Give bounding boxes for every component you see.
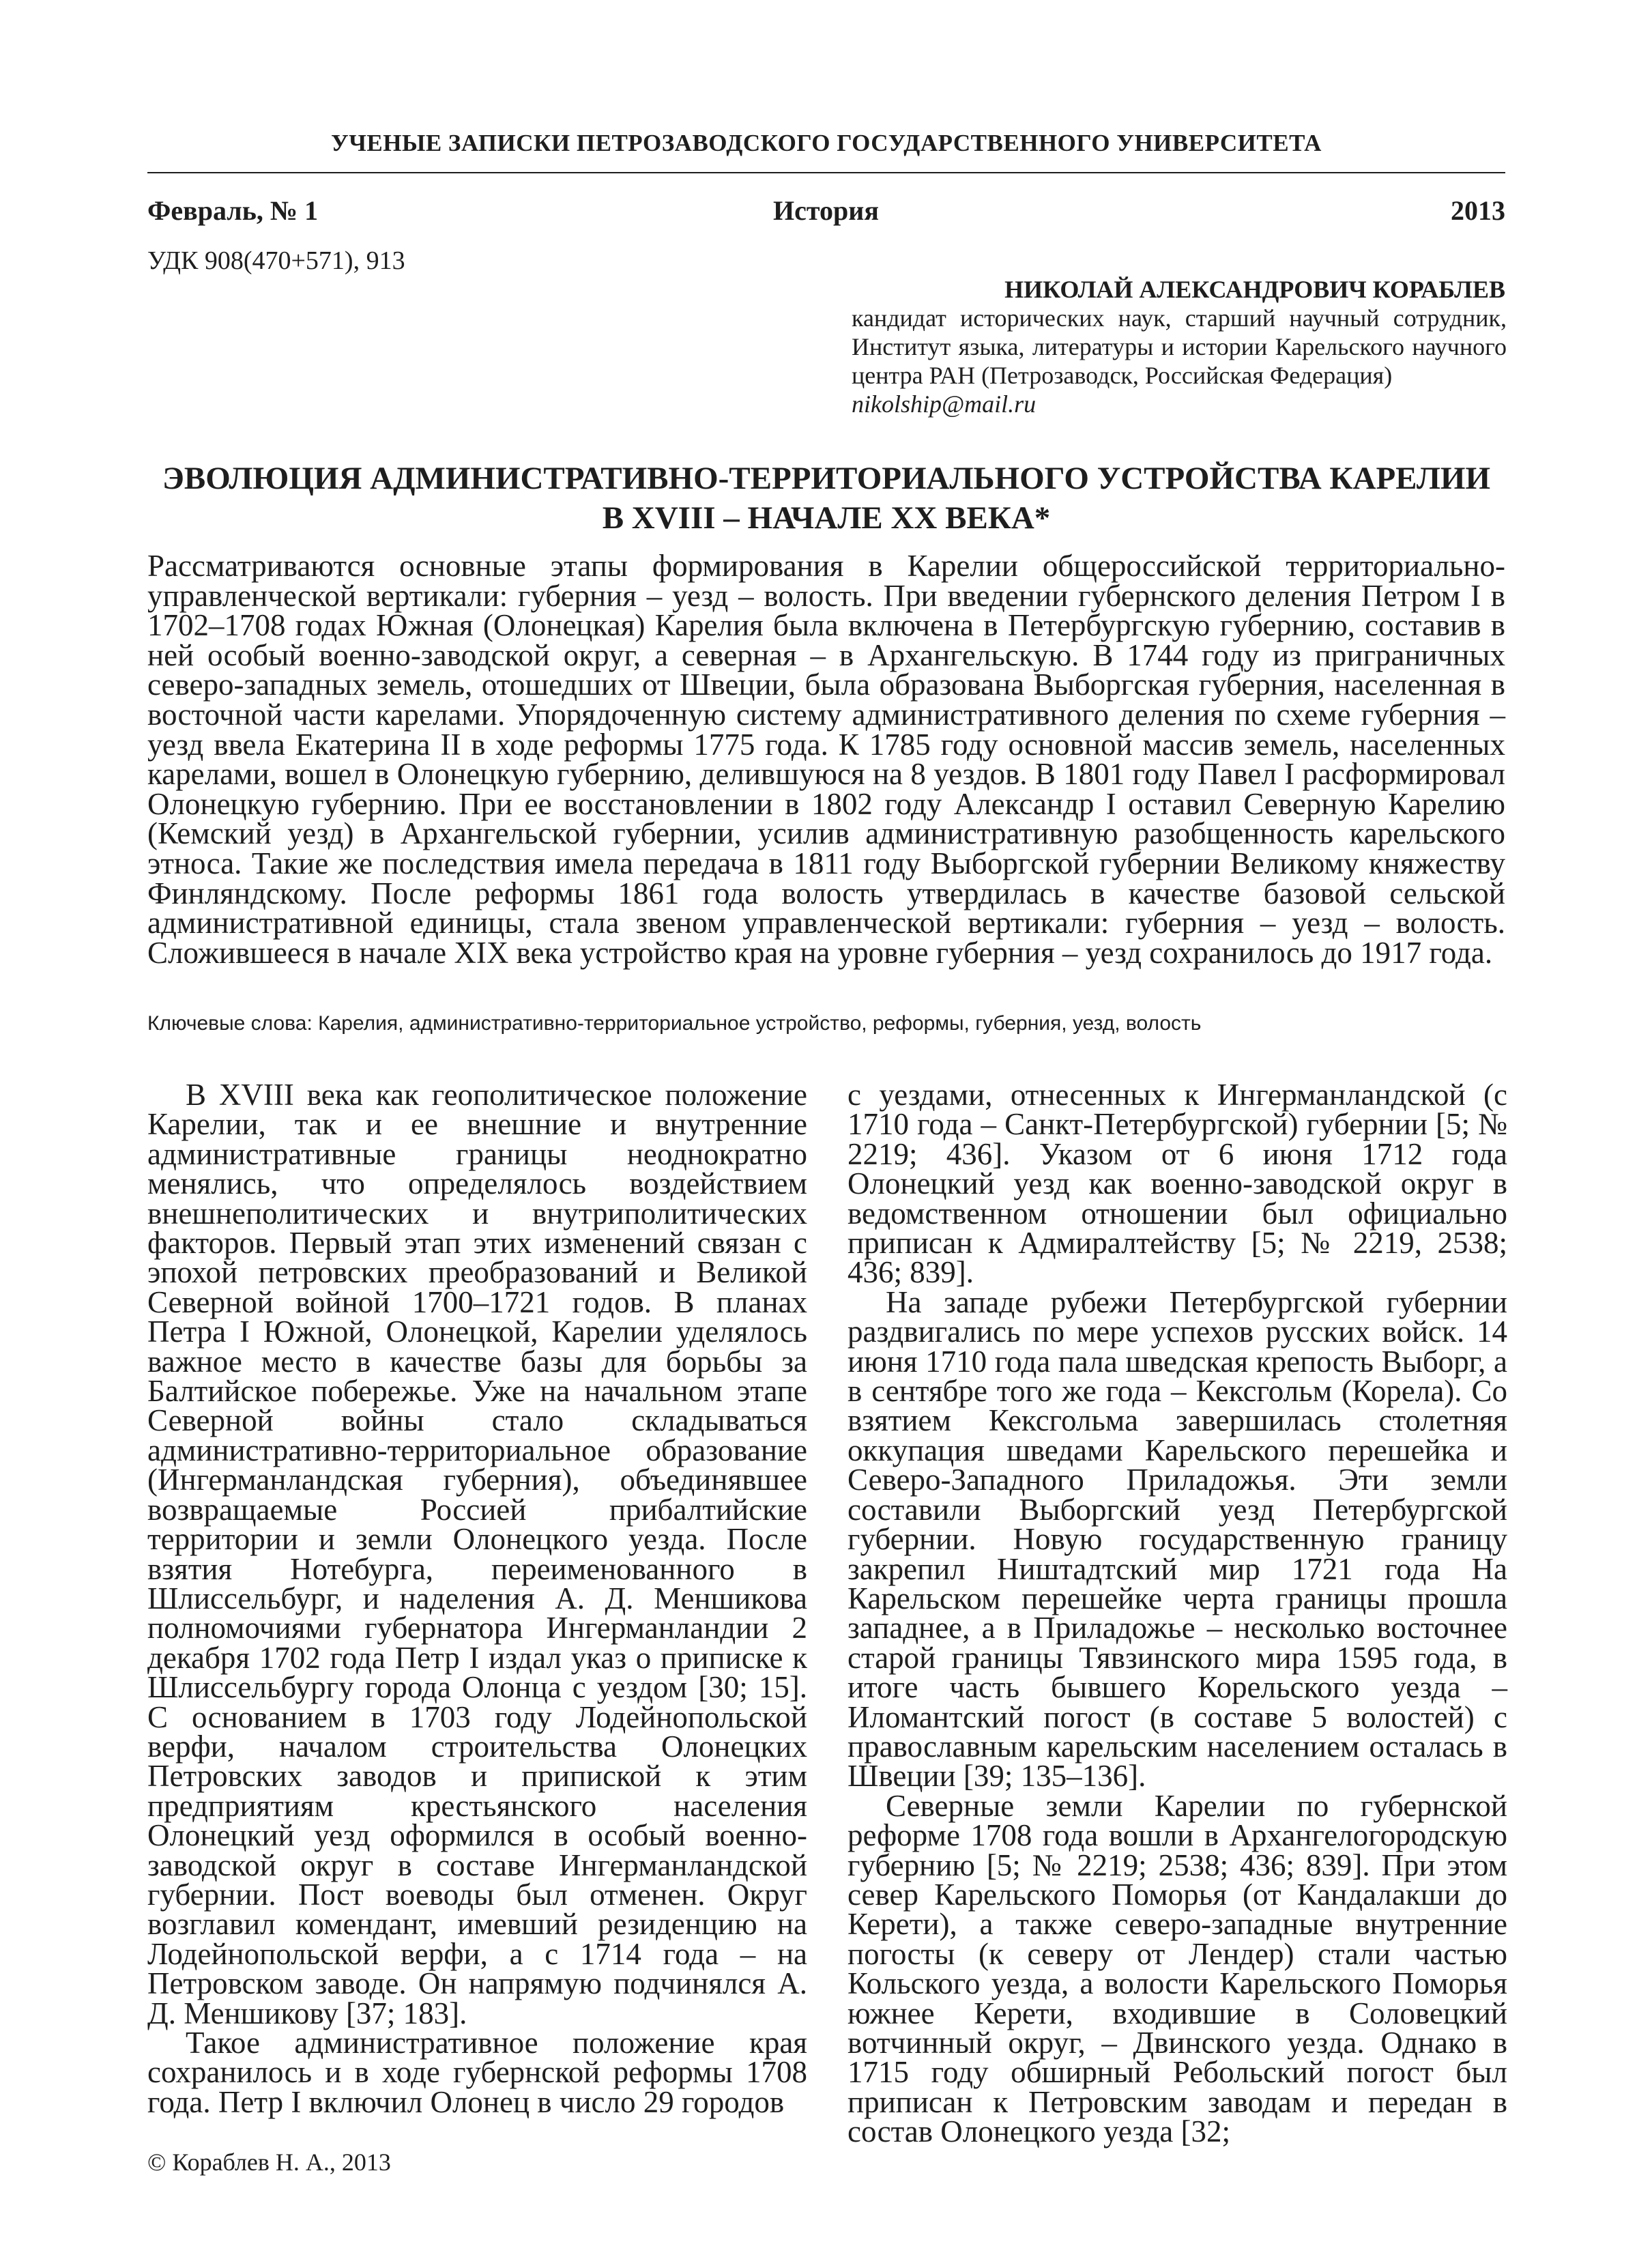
abstract: Рассматриваются основные этапы формирования в Карелии общероссийской территориально-управленческой вертикали: губерния – уезд – волость. При введении губернского деления Петром I в 1702–1708 годах Южная (Олонецкая) Карелия была включена в Петербургскую губернию, составив в ней особый военно-заводской округ, а северная – в Архангельскую. В 1744 году из приграничных северо-западных земель, отошедших от Швеции, была образована Выборгская губерния, населенная в восточной части карелами. Упорядоченную систему административного деления по схеме губерния – уезд ввела Екатерина II в ходе реформы 1775 года. К 1785 году основной массив земель, населенных карелами, вошел в Олонецкую губернию, делившуюся на 8 уездов. В 1801 году Павел I расформировал Олонецкую губернию. При ее восстановлении в 1802 году Александр I оставил Северную Карелию (Кемский уезд) в Архангельской губернии, усилив административную разобщенность карельского этноса. Такие же последствия имела передача в 1811 году Выборгской губернии Великому княжеству Финляндскому. После реформы 1861 года волость утвердилась в качестве базовой сельской административной единицы, стала звеном управленческой вертикали: губерния – уезд – волость. Сложившееся в начале XIX века устройство края на уровне губерния – уезд сохранилось до 1917 года. <box>147 549 1505 970</box>
section-label: История <box>773 195 879 226</box>
author-name: НИКОЛАЙ АЛЕКСАНДРОВИЧ КОРАБЛЕВ <box>1004 276 1505 303</box>
keywords: Ключевые слова: Карелия, административно-территориальное устройство, реформы, губерния, уезд, волость <box>147 1012 1202 1035</box>
paragraph: На западе рубежи Петербургской губернии раздвигались по мере успехов русских войск. 14 июня 1710 года пала шведская крепость Выборг, а в сентябре того же года – Кексгольм (Корела). Со взятием Кексгольма завершилась столетняя оккупация шведами Карельского перешейка и Северо-Западного Приладожья. Эти земли составили Выборгский уезд Петербургской губернии. Новую государственную границу закрепил Ништадтский мир 1721 года На Карельском перешейке черта границы прошла западнее, а в Приладожье – несколько восточнее старой границы Тявзинского мира 1595 года, в итоге часть бывшего Корельского уезда – Иломантский погост (в составе 5 волостей) с православным карельским населением осталась в Швеции [39; 135–136]. <box>847 1284 1507 1794</box>
affiliation-text: кандидат исторических наук, старший научный сотрудник, Институт языка, литературы и истории Карельского научного центра РАН (Петрозаводск, Российская Федерация) <box>852 304 1507 389</box>
year-label: 2013 <box>1451 195 1505 226</box>
article-title <box>147 459 1505 538</box>
udk-code: УДК 908(470+571), 913 <box>147 246 405 275</box>
copyright: © Кораблев Н. А., 2013 <box>147 2148 391 2176</box>
body-column-right <box>847 1080 1507 2147</box>
header-rule <box>147 172 1505 173</box>
journal-title: УЧЕНЫЕ ЗАПИСКИ ПЕТРОЗАВОДСКОГО ГОСУДАРСТВЕННОГО УНИВЕРСИТЕТА <box>331 130 1322 156</box>
paragraph: В XVIII века как геополитическое положение Карелии, так и ее внешние и внутренние административные границы неоднократно менялись, что определялось воздействием внешнеполитических и внутриполитических факторов. Первый этап этих изменений связан с эпохой петровских преобразований и Великой Северной войной 1700–1721 годов. В планах Петра I Южной, Олонецкой, Карелии уделялось важное место в качестве базы для борьбы за Балтийское побережье. Уже на начальном этапе Северной войны стало складываться административно-территориальное образование (Ингерманландская губерния), объединявшее возвращаемые Россией прибалтийские территории и земли Олонецкого уезда. После взятия Нотебурга, переименованного в Шлиссельбург, и наделения А. Д. Меншикова полномочиями губернатора Ингерманландии 2 декабря 1702 года Петр I издал указ о приписке к Шлиссельбургу города Олонца с уездом [30; 15]. С основанием в 1703 году Лодейнопольской верфи, началом строительства Олонецких Петровских заводов и припиской к этим предприятиям крестьянского населения Олонецкий уезд оформился в особый военно-заводской округ в составе Ингерманландской губернии. Пост воеводы был отменен. Округ возглавил комендант, имевший резиденцию на Лодейнопольской верфи, а с 1714 года – на Петровском заводе. Он напрямую подчинялся А. Д. Меншикову [37; 183]. <box>147 1078 807 2030</box>
paragraph: с уездами, отнесенных к Ингерманландской (с 1710 года – Санкт-Петербургской) губернии [5; № 2219; 436]. Указом от 6 июня 1712 года Олонецкий уезд как военно-заводской округ в ведомственном отношении был официально приписан к Адмиралтейству [5; № 2219, 2538; 436; 839]. <box>847 1078 1507 1290</box>
paragraph: Северные земли Карелии по губернской реформе 1708 года вошли в Архангелогородскую губернию [5; № 2219; 2538; 436; 839]. При этом север Карельского Поморья (от Кандалакши до Керети), а также северо-западные внутренние погосты (к северу от Лендер) стали частью Кольского уезда, а волости Карельского Поморья южнее Керети, входившие в Соловецкий вотчинный округ, – Двинского уезда. Однако в 1715 году обширный Ребольский погост был приписан к Петровским заводам и передан в состав Олонецкого уезда [32; <box>847 1788 1507 2149</box>
body-column-left <box>147 1080 807 2117</box>
author-affiliation <box>852 304 1507 418</box>
author-email[interactable]: nikolship@mail.ru <box>852 390 1037 418</box>
paragraph: Такое административное положение края сохранилось и в ходе губернской реформы 1708 года. Петр I включил Олонец в число 29 городов <box>147 2026 807 2119</box>
title-line-2: В XVIII – НАЧАЛЕ XX ВЕКА* <box>602 500 1051 536</box>
issue-label: Февраль, № 1 <box>147 195 319 226</box>
title-line-1: ЭВОЛЮЦИЯ АДМИНИСТРАТИВНО-ТЕРРИТОРИАЛЬНОГО УСТРОЙСТВА КАРЕЛИИ <box>162 461 1491 496</box>
